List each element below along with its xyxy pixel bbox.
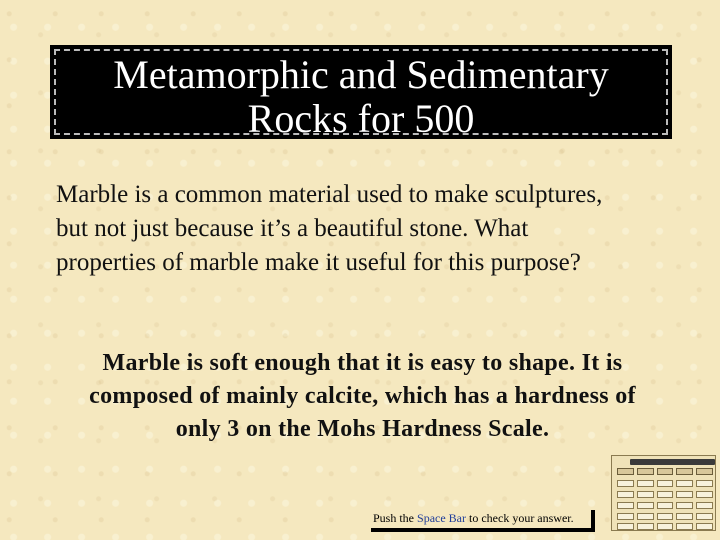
thumbnail-row — [617, 502, 713, 510]
question-line-2: but not just because it’s a beautiful stone. What — [56, 215, 529, 242]
thumbnail-row — [617, 480, 713, 488]
title-line-1: Metamorphic and Sedimentary — [113, 52, 609, 97]
thumbnail-row — [617, 491, 713, 499]
question-line-3: properties of marble make it useful for this purpose? — [56, 249, 581, 276]
question-line-1: Marble is a common material used to make sculptures, — [56, 181, 603, 208]
answer-line-3: only 3 on the Mohs Hardness Scale. — [175, 416, 550, 442]
game-board-thumbnail-button[interactable] — [611, 455, 716, 531]
title-line-2: Rocks for 500 — [247, 96, 475, 141]
answer-line-1: Marble is soft enough that it is easy to shape. It is — [102, 350, 623, 376]
thumbnail-row — [617, 513, 713, 521]
game-board-thumbnail-title — [630, 459, 715, 465]
instruction-box — [371, 510, 595, 532]
thumbnail-row — [617, 523, 713, 531]
instruction-prefix: Push the — [373, 511, 418, 525]
question-text — [56, 178, 676, 280]
thumbnail-header-row — [617, 468, 713, 476]
slide-title — [50, 45, 672, 139]
instruction-key: Space Bar — [417, 511, 466, 525]
answer-line-2: composed of mainly calcite, which has a hardness of — [89, 383, 636, 409]
instruction-suffix: to check your answer. — [466, 511, 574, 525]
answer-text — [40, 347, 685, 446]
